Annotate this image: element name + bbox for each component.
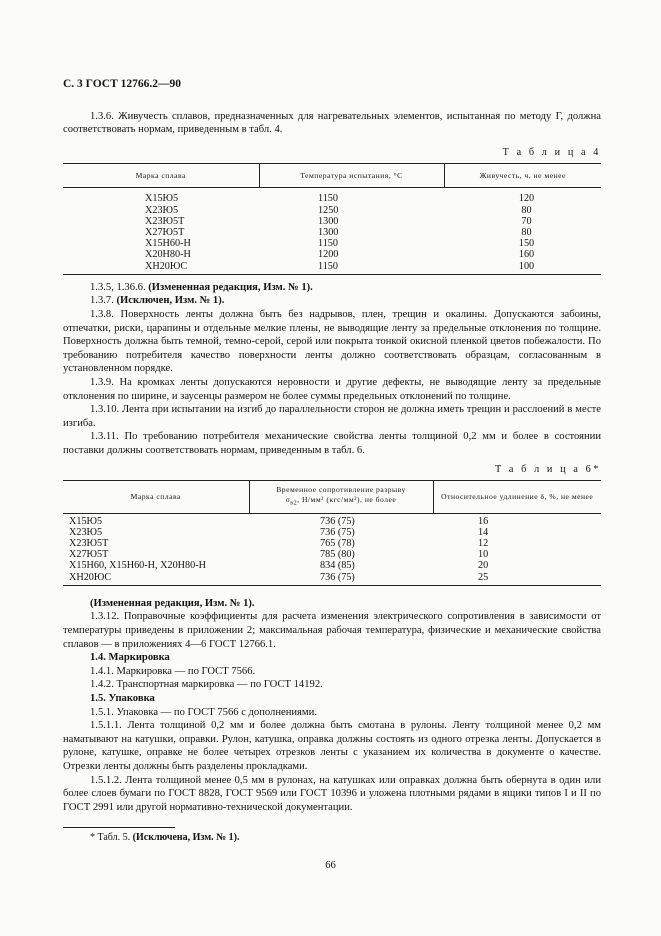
paragraph-1-4-2: 1.4.2. Транспортная маркировка — по ГОСТ 14192. [90,679,323,691]
table-6-header-elongation: Относительное удлинение δ, %, не менее [433,481,601,514]
table-4-caption: Т а б л и ц а 4 [502,146,601,158]
table-cell: 834 (85) [320,560,355,572]
table-row [63,560,601,571]
table-cell: 25 [478,571,489,583]
table-cell: 80 [521,226,532,238]
table-row [63,188,601,205]
paragraph-1-3-6: 1.3.6. Живучесть сплавов, предназначенных для нагревательных элементов, испытанная по методу Г, должна соответствовать нормам, приведенным в табл. 4. [63,110,601,136]
table-4-header-life: Живучесть, ч, не менее [444,164,601,188]
paragraph-1-3-11: 1.3.11. По требованию потребителя механические свойства ленты толщиной 0,2 мм и более в состоянии поставки должны соответствовать нормам, приведенным в табл. 6. [63,431,601,456]
table-cell: 1300 [318,215,339,227]
table-cell: Х15Ю5 [69,515,103,527]
section-1-4-title: 1.4. Маркировка [90,652,170,664]
page-number: 66 [325,860,336,871]
table-row [63,227,601,238]
table-cell: 736 (75) [320,571,355,583]
paragraph-1-3-12: 1.3.12. Поправочные коэффициенты для расчета изменения электрического сопротивления в зависимости от температуры приведены в приложении 2; максимальная рабочая температура, физические и механические свойства сплавов — в приложениях 4—6 ГОСТ 12766.1. [63,611,601,650]
sigma-subscript: в2 [290,500,298,507]
table-cell: 765 (78) [320,538,355,550]
table-cell: 1300 [318,226,339,238]
table-cell: 150 [518,238,535,250]
table-cell: 1250 [318,204,339,216]
table-cell: 736 (75) [320,515,355,527]
paragraph-1-3-5 [63,281,601,295]
footnote-rule [63,827,175,828]
paragraph-1-3-8: 1.3.8. Поверхность ленты должна быть без надрывов, плен, трещин и окалины. Допускаются забоины, отпечатки, риски, царапины и отдельные мелкие плены, не выводящие ленту за предельные отклонения по толщине. Поверхность должна быть темной, темно-серой, серой или покрыта тонкой окисной пленкой цветов побежалости. По требованию потребителя качество поверхности ленты должно соответствовать образцам, согласованным в установленном порядке. [63,308,601,375]
table-row [63,216,601,227]
table-row [63,249,601,260]
page-header: С. 3 ГОСТ 12766.2—90 [63,78,182,90]
footnote [63,831,601,845]
table-cell: 80 [521,204,532,216]
table-cell: Х23Ю5 [69,526,103,538]
table-cell: 785 (80) [320,549,355,561]
paragraph-1-5-1-2: 1.5.1.2. Лента толщиной менее 0,5 мм в рулонах, на катушках или оправках должна быть обернута в один или более слоев бумаги по ГОСТ 8828, ГОСТ 9569 или ГОСТ 10396 и уложена плотными рядами в ящики типов I и II по ГОСТ 2991 или другой нормативно-технической документации. [63,774,601,813]
table-row [63,527,601,538]
table-cell: Х15Н60, Х15Н60-Н, Х20Н80-Н [69,560,206,572]
table-cell: 14 [478,526,489,538]
table-cell: Х15Ю5 [145,193,179,205]
page-content [63,78,601,845]
table-cell: Х15Н60-Н [145,238,191,250]
table-cell: 16 [478,515,489,527]
table-row [63,238,601,249]
table-4 [63,163,601,274]
table-cell: Х27Ю5Т [69,549,109,561]
table-cell: 1150 [318,260,338,272]
table-cell: 736 (75) [320,526,355,538]
table-6-header-strength-line1: Временное сопротивление разрыву [276,485,406,495]
table-cell: 1150 [318,193,338,205]
table-cell: 20 [478,560,489,572]
table-cell: ХН20ЮС [145,260,188,272]
table-cell: 12 [478,538,489,550]
table-row [63,205,601,216]
table-4-header-temperature: Температура испытания, °С [259,164,444,188]
table-6-header-grade: Марка сплава [63,481,249,514]
table-cell: Х23Ю5Т [69,538,109,550]
section-1-5-title: 1.5. Упаковка [90,693,155,704]
table-row [63,538,601,549]
table-cell: 100 [518,260,535,272]
table-4-body [63,188,601,274]
amendment-note-2: (Измененная редакция, Изм. № 1). [90,597,255,609]
table-cell: 160 [518,249,535,261]
paragraph-1-3-7-text: 1.3.7. [90,295,117,307]
table-cell: 1200 [318,249,339,261]
table-4-header-grade: Марка сплава [63,164,259,188]
table-row [63,572,601,586]
table-cell: ХН20ЮС [69,571,112,583]
table-cell: 70 [521,215,532,227]
table-cell: 120 [518,193,535,205]
footnote-bold: (Исключена, Изм. № 1). [132,832,240,844]
table-row [63,513,601,527]
paragraph-1-3-9: 1.3.9. На кромках ленты допускаются неровности и другие дефекты, не выводящие ленту за предельные отклонения по ширине, и заусенцы размером не более суммы предельных отклонений по толщине. [63,376,601,402]
table-row [63,261,601,275]
table-cell: 1150 [318,238,338,250]
table-6-caption: Т а б л и ц а 6* [494,463,601,475]
paragraph-1-3-7 [63,294,601,308]
paragraph-1-5-1-1: 1.5.1.1. Лента толщиной 0,2 мм и более должна быть смотана в рулоны. Ленту толщиной менее 0,2 мм наматывают на катушки, оправки. Рулон, катушка, оправка должны состоять из одного отрезка ленты. Допускается в рулоне, катушке, оправке не более четырех отрезков ленты с указанием их количества в документе о качестве. Отрезки ленты должны быть разделены прокладками. [63,720,601,772]
table-6-header-strength [249,481,433,514]
table-cell: Х27Ю5Т [145,226,185,238]
table-cell: Х23Ю5Т [145,215,185,227]
table-6-header-strength-line2: , Н/мм² (кгс/мм²), не более [297,495,397,505]
table-6 [63,480,601,586]
table-cell: Х20Н80-Н [145,249,191,261]
table-6-body [63,513,601,585]
paragraph-1-3-10: 1.3.10. Лента при испытании на изгиб до параллельности сторон не должна иметь трещин и расслоений в месте изгиба. [63,404,601,429]
table-cell: 10 [478,549,489,561]
sigma-symbol: σ [285,495,291,505]
table-cell: Х23Ю5 [145,204,179,216]
paragraph-1-5-1: 1.5.1. Упаковка — по ГОСТ 7566 с дополнениями. [90,706,317,718]
table-row [63,549,601,560]
paragraph-1-3-5-text: 1.3.5, 1.36.6. [90,281,149,293]
footnote-text: * Табл. 5. [90,832,133,844]
excluded-note: (Исключен, Изм. № 1). [116,295,225,307]
paragraph-1-4-1: 1.4.1. Маркировка — по ГОСТ 7566. [90,665,256,677]
amendment-note: (Измененная редакция, Изм. № 1). [148,281,313,293]
